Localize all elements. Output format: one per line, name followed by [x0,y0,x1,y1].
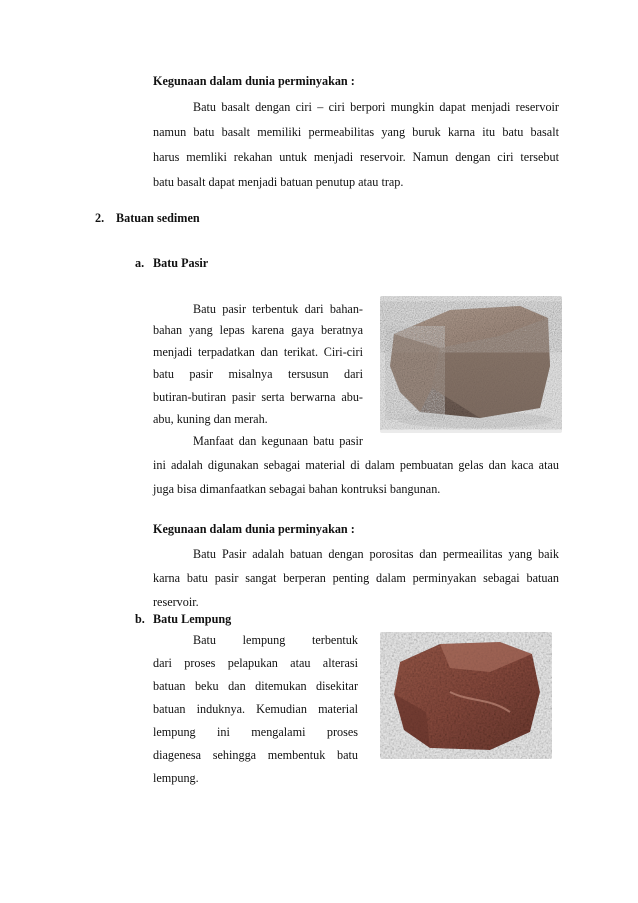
paragraph-line: batu pasir misalnya tersusun dari [153,367,363,381]
paragraph-line: Batu pasir terbentuk dari bahan- [193,302,363,316]
paragraph-line: Batu Pasir adalah batuan dengan porositas dan permeailitas yang baik [193,547,559,561]
paragraph-line: juga bisa dimanfaatkan sebagai bahan kontruksi bangunan. [153,482,441,496]
paragraph-line: abu, kuning dan merah. [153,412,268,426]
paragraph-line: lempung. [153,771,199,785]
paragraph-line: Manfaat dan kegunaan batu pasir [193,434,363,448]
paragraph-line: bahan yang lepas karena gaya beratnya [153,323,363,337]
paragraph-line: karna batu pasir sangat berperan penting dalam perminyakan sebagai batuan [153,571,559,585]
paragraph-line: batuan beku dan ditemukan disekitar [153,679,358,693]
section-heading-sandstone-usage: Kegunaan dalam dunia perminyakan : [153,522,355,536]
paragraph-line: lempung ini mengalami proses [153,725,358,739]
subsection-label: a. [135,256,145,270]
claystone-rock-photo [380,632,552,759]
sandstone-rock-photo [380,296,562,433]
paragraph-line: namun batu basalt memiliki permeabilitas yang buruk karna itu batu basalt [153,125,559,139]
subsection-title-batu-pasir: Batu Pasir [153,256,209,270]
paragraph-line: batu basalt dapat menjadi batuan penutup atau trap. [153,175,404,189]
paragraph-line: harus memliki rekahan untuk menjadi reservoir. Namun dengan ciri tersebut [153,150,559,164]
sandstone-rock-icon [380,296,562,433]
paragraph-line: Batu lempung terbentuk [193,633,358,647]
paragraph-line: butiran-butiran pasir serta berwarna abu- [153,390,363,404]
paragraph-line: reservoir. [153,595,199,609]
claystone-rock-icon [380,632,552,759]
subsection-title-batu-lempung: Batu Lempung [153,612,232,626]
paragraph-line: batuan induknya. Kemudian material [153,702,358,716]
paragraph-line: menjadi terpadatkan dan terikat. Ciri-ciri [153,345,363,359]
paragraph-line: Batu basalt dengan ciri – ciri berpori mungkin dapat menjadi reservoir [193,100,559,114]
section-title-batuan-sedimen: Batuan sedimen [116,211,200,225]
section-number: 2. [95,211,105,225]
section-heading-basalt-usage: Kegunaan dalam dunia perminyakan : [153,74,355,88]
paragraph-line: diagenesa sehingga membentuk batu [153,748,358,762]
subsection-label: b. [135,612,145,626]
paragraph-line: dari proses pelapukan atau alterasi [153,656,358,670]
paragraph-line: ini adalah digunakan sebagai material di dalam pembuatan gelas dan kaca atau [153,458,559,472]
